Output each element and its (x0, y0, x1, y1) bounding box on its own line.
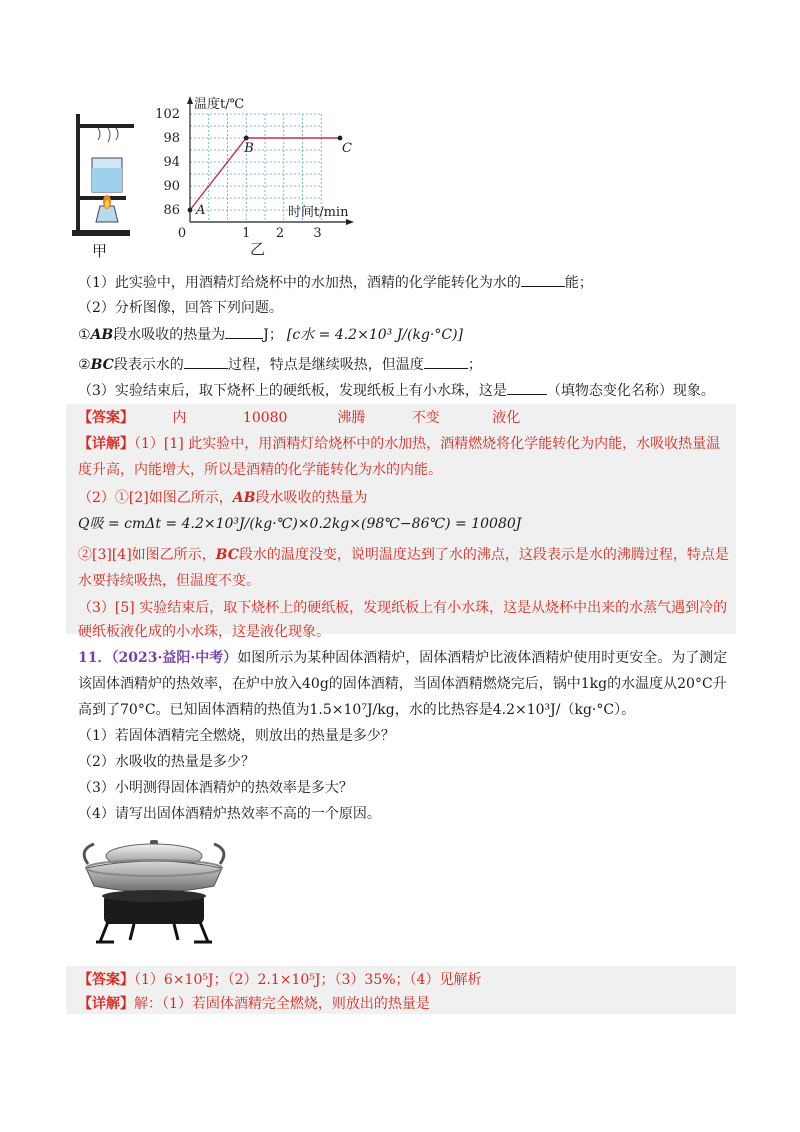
y-tick-label: 98 (163, 131, 180, 146)
q10-part4-mid2: 过程，特点是继续吸热，但温度 (227, 357, 424, 373)
answer-5: 液化 (492, 410, 521, 426)
data-point (338, 136, 343, 141)
blank-2[interactable] (225, 324, 263, 339)
y-axis-label: 温度t/℃ (194, 97, 245, 112)
q10-part1 (78, 272, 593, 293)
detail-label: 【详解】 (78, 436, 134, 452)
q10-part5-end: （填物态变化名称）现象。 (546, 383, 715, 399)
q11-line-3: 高到了70°C。已知固体酒精的热值为1.5×10⁷J/kg，水的比热容是4.2×10³J/（kg·°C）。 (78, 702, 636, 718)
q10-part2: （2）分析图像，回答下列问题。 (78, 300, 283, 316)
temperature-chart-svg (150, 92, 360, 260)
solid-alcohol-stove-image (74, 834, 234, 948)
chart-title: 乙 (249, 240, 266, 258)
q10-detail-3-prefix: ②[3][4]如图乙所示， (78, 547, 216, 563)
q10-detail-1 (78, 434, 720, 454)
q10-part4 (78, 354, 482, 375)
detail-segment-ab: AB (232, 490, 256, 506)
apparatus-figure (72, 110, 142, 245)
x-tick-label: 0 (177, 226, 187, 241)
q10-detail-2-prefix: （2）①[2]如图乙所示， (78, 490, 233, 506)
q10-part4-mid: 段表示水的 (113, 357, 184, 373)
blank-1[interactable] (521, 272, 565, 287)
q11-answer-label: 【答案】 (78, 972, 134, 988)
q10-part1-end: 能； (564, 275, 593, 291)
q11-line-2: 该固体酒精炉的热效率，在炉中放入40g的固体酒精，当固体酒精燃烧完后，锅中1kg的水温度从20°C升 (78, 676, 727, 692)
stove-illustration (74, 834, 234, 948)
x-tick-label: 3 (313, 226, 322, 241)
q11-question-2: （2）水吸收的热量是多少？ (78, 754, 255, 770)
point-label-c: C (342, 141, 352, 156)
q10-part3-unit: J； (263, 327, 283, 343)
blank-3[interactable] (184, 354, 228, 369)
q11-answer-row (78, 970, 481, 990)
q10-detail-3b: 水要持续吸热，但温度不变。 (78, 573, 260, 589)
blank-4[interactable] (424, 354, 468, 369)
x-tick-label: 1 (242, 226, 251, 241)
segment-bc: BC (90, 357, 114, 373)
data-point (188, 208, 193, 213)
q10-part1-text: （1）此实验中，用酒精灯给烧杯中的水加热，酒精的化学能转化为水的 (78, 275, 521, 291)
q11-answer-text: （1）6×10⁵J；（2）2.1×10⁵J；（3）35%；（4）见解析 (134, 972, 482, 988)
detail-segment-bc: BC (215, 547, 239, 563)
q10-part5 (78, 380, 715, 401)
q10-detail-3-end: 段水的温度没变，说明温度达到了水的沸点，这段表示是水的沸腾过程，特点是 (238, 547, 729, 563)
q10-detail-1b: 度升高，内能增大，所以是酒精的化学能转化为水的内能。 (78, 462, 442, 478)
q10-part4-end: ； (467, 357, 482, 373)
q11-detail-label: 【详解】 (78, 996, 134, 1012)
q10-detail-1-text: （1）[1] 此实验中，用酒精灯给烧杯中的水加热，酒精燃烧将化学能转化为内能，水吸收热量温 (134, 436, 721, 452)
q10-detail-2-end: 段水吸收的热量为 (255, 490, 368, 506)
y-axis-arrow (187, 96, 193, 104)
q10-detail-2 (78, 488, 367, 508)
q11-question-3: （3）小明测得固体酒精炉的热效率是多大？ (78, 780, 353, 796)
point-label-b: B (244, 141, 254, 156)
q10-detail-3 (78, 545, 729, 565)
y-tick-label: 86 (163, 203, 180, 218)
q11-detail-row (78, 994, 430, 1014)
segment-ab: AB (90, 327, 114, 343)
specific-heat-formula: [c水 = 4.2×10³ J/(kg·°C)] (286, 327, 464, 343)
figure-jia-label: 甲 (92, 242, 108, 260)
q10-part3-prefix: ① (78, 327, 91, 343)
y-tick-label: 90 (163, 179, 180, 194)
q11-question-1: （1）若固体酒精完全燃烧，则放出的热量是多少？ (78, 728, 395, 744)
q10-part3 (78, 324, 463, 345)
q10-part3-mid: 段水吸收的热量为 (113, 327, 226, 343)
q10-part4-prefix: ② (78, 357, 91, 373)
x-tick-label: 2 (275, 226, 285, 241)
answer-4: 不变 (411, 410, 440, 426)
alcohol-lamp-stand-illustration (72, 110, 142, 245)
question-number: 11． (78, 650, 112, 666)
q10-answer-row (78, 408, 520, 428)
answer-1: 内 (172, 410, 187, 426)
x-axis-label: 时间t/min (288, 205, 349, 220)
answer-2: 10080 (242, 410, 288, 426)
point-label-a: A (196, 203, 206, 218)
y-tick-label: 94 (163, 155, 180, 170)
q11-line-1 (78, 648, 727, 668)
q11-question-4: （4）请写出固体酒精炉热效率不高的一个原因。 (78, 806, 381, 822)
q10-detail-4: （3）[5] 实验结束后，取下烧杯上的硬纸板，发现纸板上有小水珠，这是从烧杯中出来的水蒸气遇到冷的 (78, 600, 728, 616)
question-source: （2023·益阳·中考） (111, 650, 238, 666)
q11-detail-text: 解：（1）若固体酒精完全燃烧，则放出的热量是 (134, 996, 430, 1012)
y-tick-label: 102 (155, 107, 180, 122)
q10-part5-prefix: （3）实验结束后，取下烧杯上的硬纸板，发现纸板上有小水珠，这是 (78, 383, 507, 399)
data-point (244, 136, 249, 141)
heat-calculation-formula: Q吸 = cmΔt = 4.2×10³J/(kg·℃)×0.2kg×(98℃−86℃) = 10080J (78, 516, 522, 532)
answer-label: 【答案】 (78, 410, 134, 426)
blank-5[interactable] (507, 380, 547, 395)
answer-3: 沸腾 (337, 410, 366, 426)
q10-detail-4b: 硬纸板液化成的小水珠，这是液化现象。 (78, 624, 330, 640)
temperature-chart (150, 92, 360, 260)
q11-text-1: 如图所示为某种固体酒精炉，固体酒精炉比液体酒精炉使用时更安全。为了测定 (237, 650, 728, 666)
